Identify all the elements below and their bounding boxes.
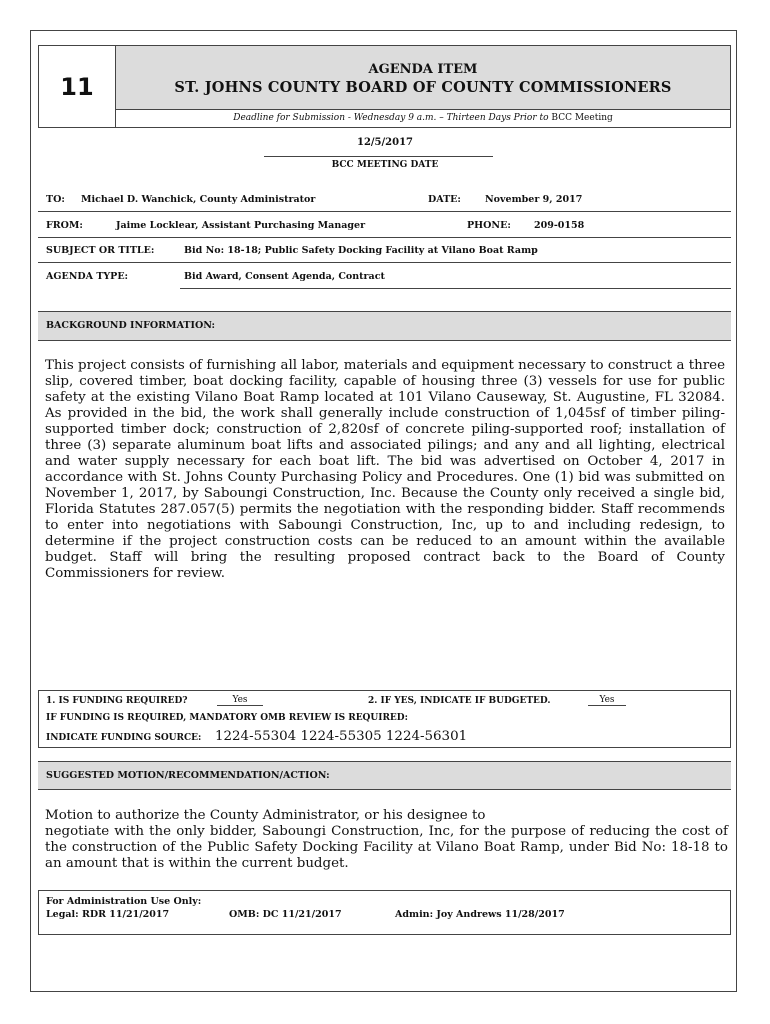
omb-review-note: IF FUNDING IS REQUIRED, MANDATORY OMB REVIEW IS REQUIRED: [46, 713, 408, 723]
background-heading: BACKGROUND INFORMATION: [46, 320, 216, 331]
admin-heading: For Administration Use Only: [46, 896, 202, 907]
deadline-text: Deadline for Submission - Wednesday 9 a.m. – Thirteen Days Prior to [233, 113, 549, 123]
motion-line-2: negotiate with the only bidder, Saboungi Construction, Inc, for the purpose of reducing the cost of the construction of the Public Safety Docking Facility at Vilano Boat Ramp, under Bid No: 18-18 to an amount that is within the current budget. [45, 824, 728, 871]
meeting-date: 12/5/2017 [356, 137, 413, 148]
title-line-2: ST. JOHNS COUNTY BOARD OF COUNTY COMMISSIONERS [174, 79, 672, 96]
funding-required-value: Yes [217, 695, 263, 706]
to-label: TO: [46, 194, 65, 205]
background-text: This project consists of furnishing all labor, materials and equipment necessary to construct a three slip, covered timber, boat docking facility, capable of housing three (3) vessels for use for public safety at the existing Vilano Boat Ramp located at 101 Vilano Causeway, St. Augustine, FL 32084. As provided in the bid, the work shall generally include construction of 1,045sf of timber piling-supported timber dock; construction of 2,820sf of concrete piling-supported roof; installation of three (3) separate aluminum boat lifts and associated pilings; and any and all lighting, electrical and water supply necessary for each boat lift. The bid was advertised on October 4, 2017 in accordance with St. Johns County Purchasing Policy and Procedures. One (1) bid was submitted on November 1, 2017, by Saboungi Construction, Inc. Because the County only received a single bid, Florida Statutes 287.057(5) permits the negotiation with the responding bidder. Staff recommends to enter into negotiations with Saboungi Construction, Inc, up to and including redesign, to determine if the project construction costs can be reduced to an amount within the available budget. Staff will bring the resulting proposed contract back to the Board of County Commissioners for review. [45, 358, 725, 581]
subject-rule [38, 262, 731, 263]
deadline-tail: BCC Meeting [551, 113, 613, 123]
funding-source-value: 1224-55304 1224-55305 1224-56301 [215, 729, 468, 744]
agenda-type-value: Bid Award, Consent Agenda, Contract [184, 271, 385, 282]
agenda-type-rule [180, 288, 731, 289]
agenda-type-label: AGENDA TYPE: [46, 271, 129, 282]
title-line-1: AGENDA ITEM [368, 62, 478, 77]
to-value: Michael D. Wanchick, County Administrator [81, 194, 316, 205]
date-value: November 9, 2017 [485, 194, 583, 205]
date-label: DATE: [428, 194, 461, 205]
motion-line-1: Motion to authorize the County Administrator, or his designee to [45, 808, 486, 823]
funding-source-label: INDICATE FUNDING SOURCE: [46, 733, 202, 743]
phone-value: 209-0158 [534, 220, 585, 231]
item-number: 11 [39, 46, 116, 127]
budgeted-label: 2. IF YES, INDICATE IF BUDGETED. [368, 696, 551, 706]
budgeted-value: Yes [588, 695, 626, 706]
from-rule [38, 237, 731, 238]
subject-value: Bid No: 18-18; Public Safety Docking Facility at Vilano Boat Ramp [184, 245, 538, 256]
meeting-date-label: BCC MEETING DATE [331, 160, 439, 170]
admin-box [38, 890, 731, 935]
title-box [116, 46, 730, 110]
legal-signoff: Legal: RDR 11/21/2017 [46, 909, 170, 920]
funding-box [38, 690, 731, 748]
omb-signoff: OMB: DC 11/21/2017 [229, 909, 342, 920]
agenda-header [38, 45, 731, 128]
subject-label: SUBJECT OR TITLE: [46, 245, 155, 256]
motion-text [45, 808, 728, 872]
from-label: FROM: [46, 220, 83, 231]
phone-label: PHONE: [467, 220, 511, 231]
motion-heading: SUGGESTED MOTION/RECOMMENDATION/ACTION: [46, 770, 330, 781]
admin-signoff: Admin: Joy Andrews 11/28/2017 [395, 909, 565, 920]
motion-heading-band [38, 761, 731, 790]
funding-required-label: 1. IS FUNDING REQUIRED? [46, 696, 188, 706]
background-heading-band [38, 311, 731, 341]
to-rule [38, 211, 731, 212]
meeting-date-rule [264, 156, 493, 157]
submission-deadline [116, 110, 730, 127]
from-value: Jaime Locklear, Assistant Purchasing Manager [116, 220, 366, 231]
